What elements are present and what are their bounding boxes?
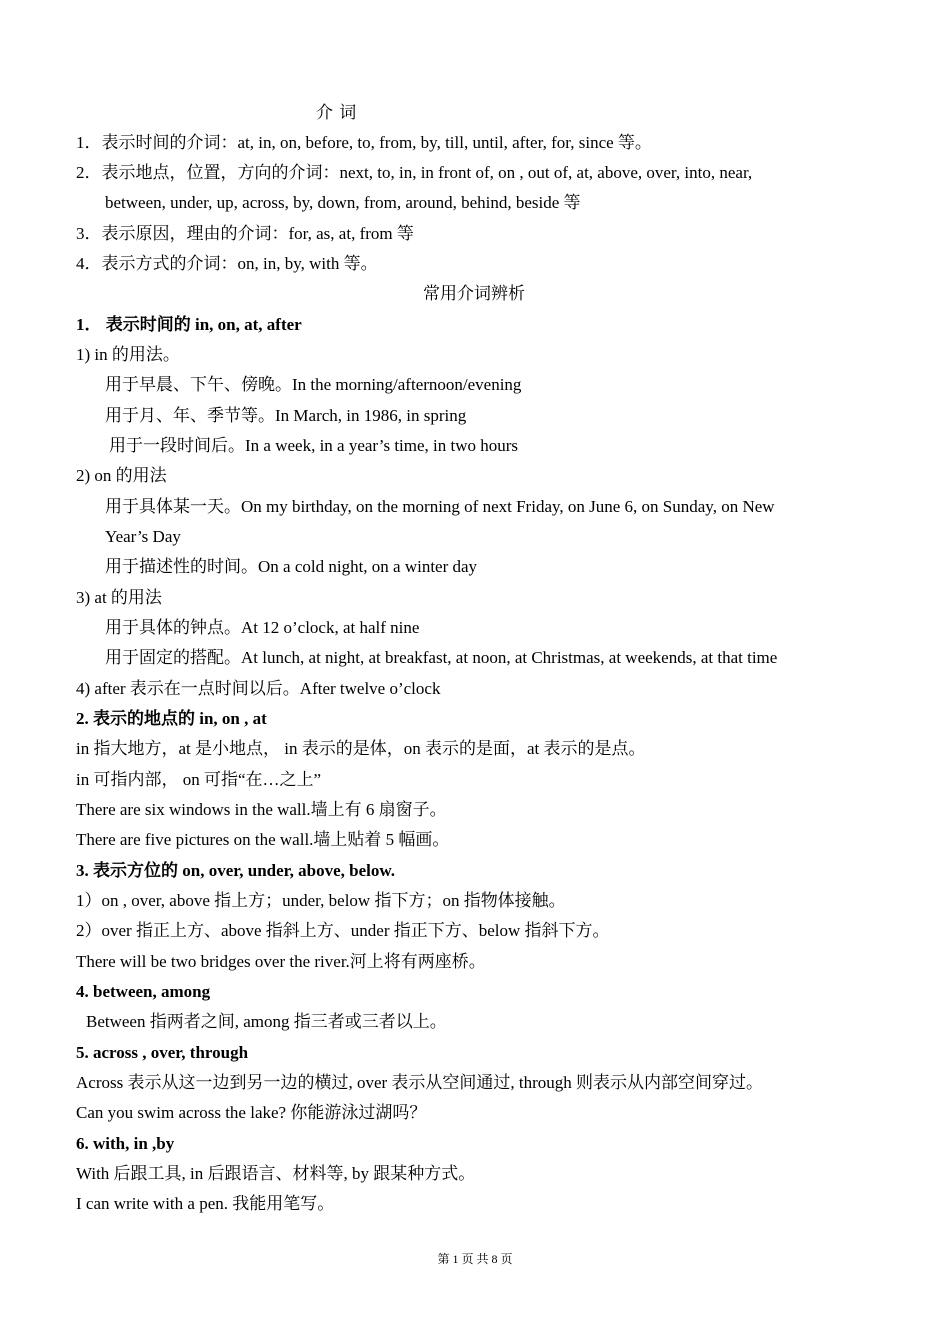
example-sentence: There are five pictures on the wall.墙上贴着 5 幅画。 xyxy=(76,830,450,849)
usage-line: 用于具体某一天。On my birthday, on the morning of next Friday, on June 6, on Sunday, on New xyxy=(105,497,775,516)
subheading-after: 4) after 表示在一点时间以后。After twelve o’clock xyxy=(76,679,441,698)
usage-line: 用于具体的钟点。At 12 o’clock, at half nine xyxy=(105,618,420,637)
heading-3: 3. 表示方位的 on, over, under, above, below. xyxy=(76,861,395,880)
heading-4: 4. between, among xyxy=(76,982,211,1001)
usage-line: 用于固定的搭配。At lunch, at night, at breakfast, at noon, at Christmas, at weekends, at that time xyxy=(105,648,778,667)
example-sentence: Can you swim across the lake? 你能游泳过湖吗？ xyxy=(76,1103,427,1122)
usage-line-cont: Year’s Day xyxy=(105,527,181,546)
usage-line: 用于早晨、下午、傍晚。In the morning/afternoon/evening xyxy=(105,375,522,394)
usage-line: 用于一段时间后。In a week, in a year’s time, in two hours xyxy=(109,436,519,455)
body-line: Across 表示从这一边到另一边的横过, over 表示从空间通过, through 则表示从内部空间穿过。 xyxy=(76,1073,764,1092)
body-line: in 指大地方，at 是小地点， in 表示的是体，on 表示的是面，at 表示的是点。 xyxy=(76,739,646,758)
heading-2: 2. 表示的地点的 in, on , at xyxy=(76,709,267,728)
example-sentence: There will be two bridges over the river.河上将有两座桥。 xyxy=(76,952,486,971)
body-line: Between 指两者之间, among 指三者或三者以上。 xyxy=(86,1012,447,1031)
list-item-place-prepositions-cont: between, under, up, across, by, down, from, around, behind, beside 等 xyxy=(105,193,581,212)
list-item-time-prepositions: 1．表示时间的介词：at, in, on, before, to, from, by, till, until, after, for, since 等。 xyxy=(76,133,652,152)
subheading-at: 3) at 的用法 xyxy=(76,588,162,607)
usage-line: 用于月、年、季节等。In March, in 1986, in spring xyxy=(105,406,467,425)
list-item-manner-prepositions: 4．表示方式的介词：on, in, by, with 等。 xyxy=(76,254,378,273)
usage-line: 用于描述性的时间。On a cold night, on a winter day xyxy=(105,557,478,576)
page-footer: 第 1 页 共 8 页 xyxy=(437,1252,513,1266)
body-line: in 可指内部， on 可指“在…之上” xyxy=(76,770,322,789)
section-title: 常用介词辨析 xyxy=(423,284,525,303)
example-sentence: I can write with a pen. 我能用笔写。 xyxy=(76,1194,335,1213)
body-line: 2）over 指正上方、above 指斜上方、under 指正下方、below 指斜下方。 xyxy=(76,921,610,940)
subheading-on: 2) on 的用法 xyxy=(76,466,167,485)
body-line: 1）on , over, above 指上方；under, below 指下方；on 指物体接触。 xyxy=(76,891,566,910)
heading-1: 1． 表示时间的 in, on, at, after xyxy=(76,315,302,334)
list-item-reason-prepositions: 3．表示原因，理由的介词：for, as, at, from 等 xyxy=(76,224,414,243)
heading-6: 6. with, in ,by xyxy=(76,1134,175,1153)
example-sentence: There are six windows in the wall.墙上有 6 扇窗子。 xyxy=(76,800,447,819)
subheading-in: 1) in 的用法。 xyxy=(76,345,180,364)
body-line: With 后跟工具, in 后跟语言、材料等, by 跟某种方式。 xyxy=(76,1164,476,1183)
document-title: 介 词 xyxy=(316,103,358,122)
heading-5: 5. across , over, through xyxy=(76,1043,249,1062)
list-item-place-prepositions: 2．表示地点，位置，方向的介词：next, to, in, in front of, on , out of, at, above, over, into, near, xyxy=(76,163,753,182)
